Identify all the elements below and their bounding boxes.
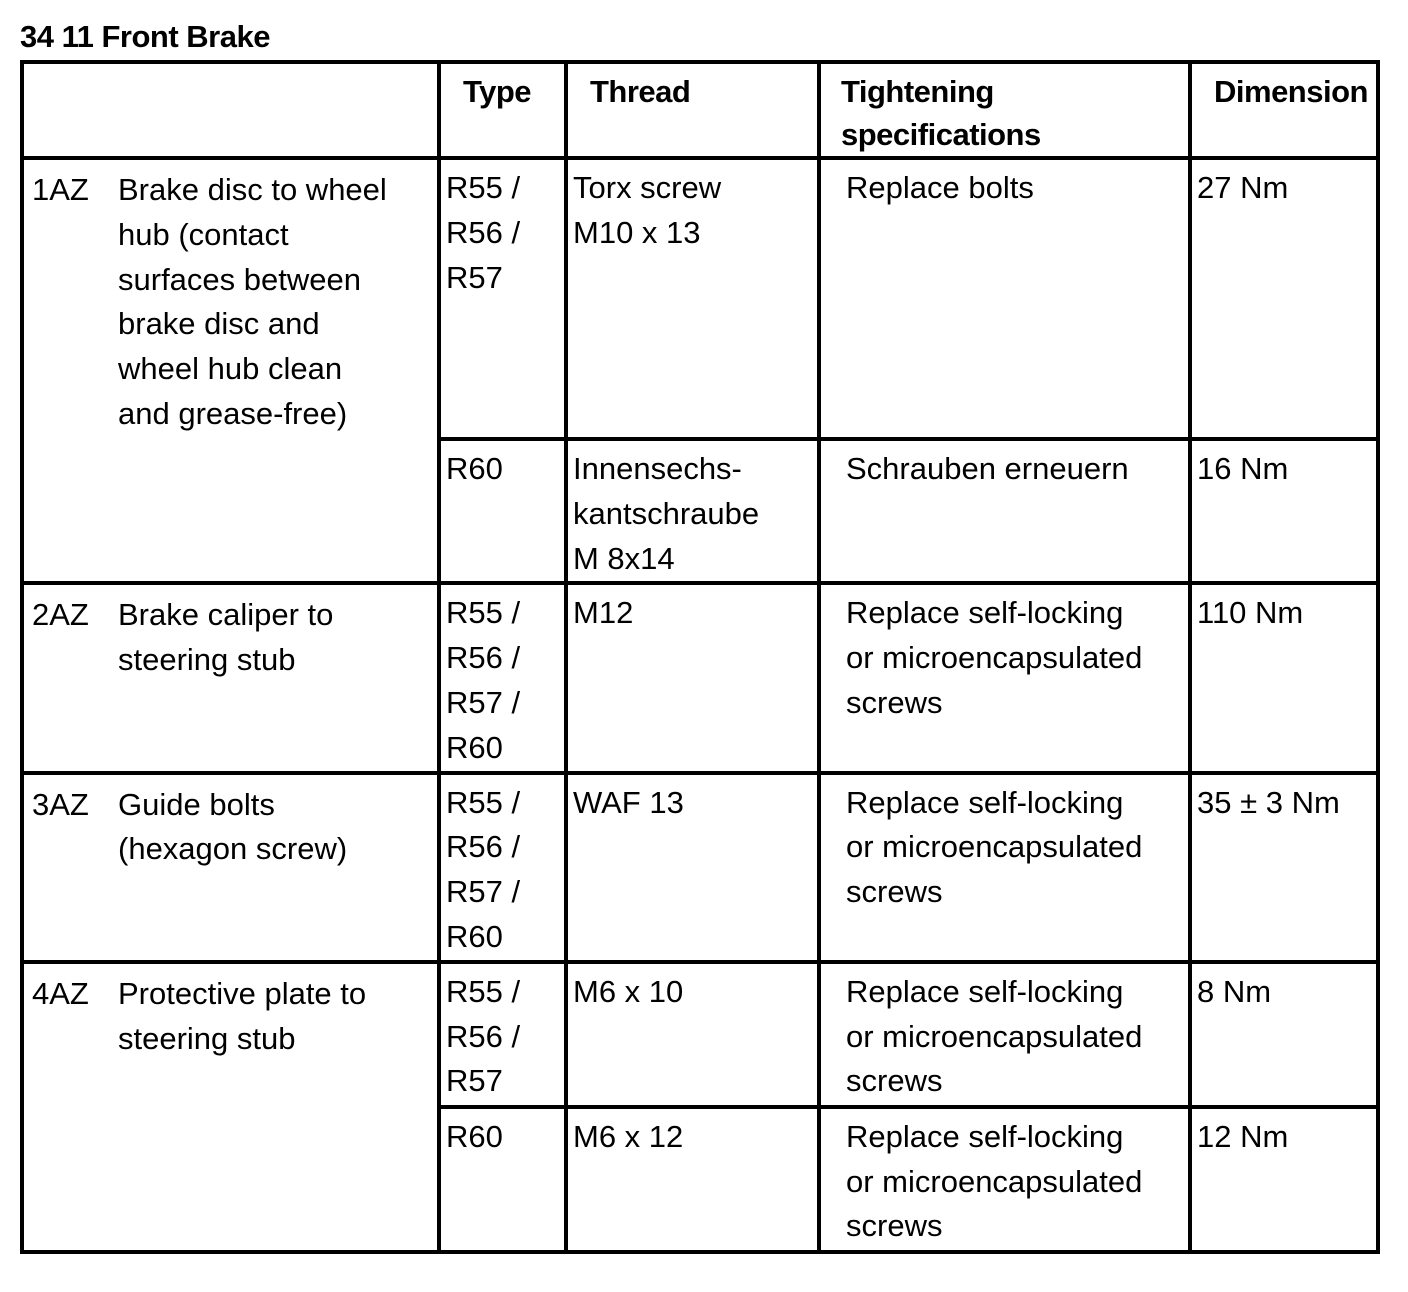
type-cell: R60 (439, 1107, 566, 1252)
header-dimension: Dimension (1190, 62, 1378, 158)
type-cell: R60 (439, 439, 566, 583)
position-cell-3az (22, 773, 439, 962)
header-position (22, 62, 439, 158)
position-code: 3AZ (32, 786, 89, 822)
position-description: Brake disc to wheel hub (contact surfaces between brake disc and wheel hub clean and grease-free) (118, 172, 387, 431)
thread-cell: WAF 13 (566, 773, 819, 962)
position-cell-4az (22, 962, 439, 1252)
thread-cell: M12 (566, 583, 819, 772)
page-title: 34 11 Front Brake (20, 19, 270, 54)
table-row (22, 962, 1378, 1107)
header-thread: Thread (566, 62, 819, 158)
thread-cell: M6 x 10 (566, 962, 819, 1107)
header-type: Type (439, 62, 566, 158)
dimension-cell: 27 Nm (1190, 158, 1378, 439)
position-cell-1az (22, 158, 439, 583)
tightening-cell: Schrauben erneuern (819, 439, 1190, 583)
type-cell: R55 / R56 / R57 / R60 (439, 583, 566, 772)
tightening-cell: Replace self-locking or microencapsulated screws (819, 962, 1190, 1107)
position-cell-2az (22, 583, 439, 772)
dimension-cell: 8 Nm (1190, 962, 1378, 1107)
thread-cell: Torx screw M10 x 13 (566, 158, 819, 439)
position-description: Guide bolts (hexagon screw) (118, 786, 348, 867)
position-description: Brake caliper to steering stub (118, 597, 334, 678)
dimension-cell: 16 Nm (1190, 439, 1378, 583)
dimension-cell: 35 ± 3 Nm (1190, 773, 1378, 962)
position-code: 2AZ (32, 597, 89, 633)
dimension-cell: 110 Nm (1190, 583, 1378, 772)
header-row (22, 62, 1378, 158)
type-cell: R55 / R56 / R57 (439, 962, 566, 1107)
tightening-cell: Replace bolts (819, 158, 1190, 439)
tightening-cell: Replace self-locking or microencapsulated screws (819, 1107, 1190, 1252)
header-tightening: Tightening specifications (819, 62, 1190, 158)
position-code: 4AZ (32, 975, 89, 1011)
dimension-cell: 12 Nm (1190, 1107, 1378, 1252)
thread-cell: M6 x 12 (566, 1107, 819, 1252)
table-row (22, 773, 1378, 962)
type-cell: R55 / R56 / R57 / R60 (439, 773, 566, 962)
thread-cell: Innensechs- kantschraube M 8x14 (566, 439, 819, 583)
type-cell: R55 / R56 / R57 (439, 158, 566, 439)
torque-spec-table (20, 60, 1380, 1254)
table-row (22, 158, 1378, 439)
position-description: Protective plate to steering stub (118, 975, 367, 1056)
tightening-cell: Replace self-locking or microencapsulated screws (819, 773, 1190, 962)
table-row (22, 583, 1378, 772)
tightening-cell: Replace self-locking or microencapsulated screws (819, 583, 1190, 772)
position-code: 1AZ (32, 172, 89, 207)
